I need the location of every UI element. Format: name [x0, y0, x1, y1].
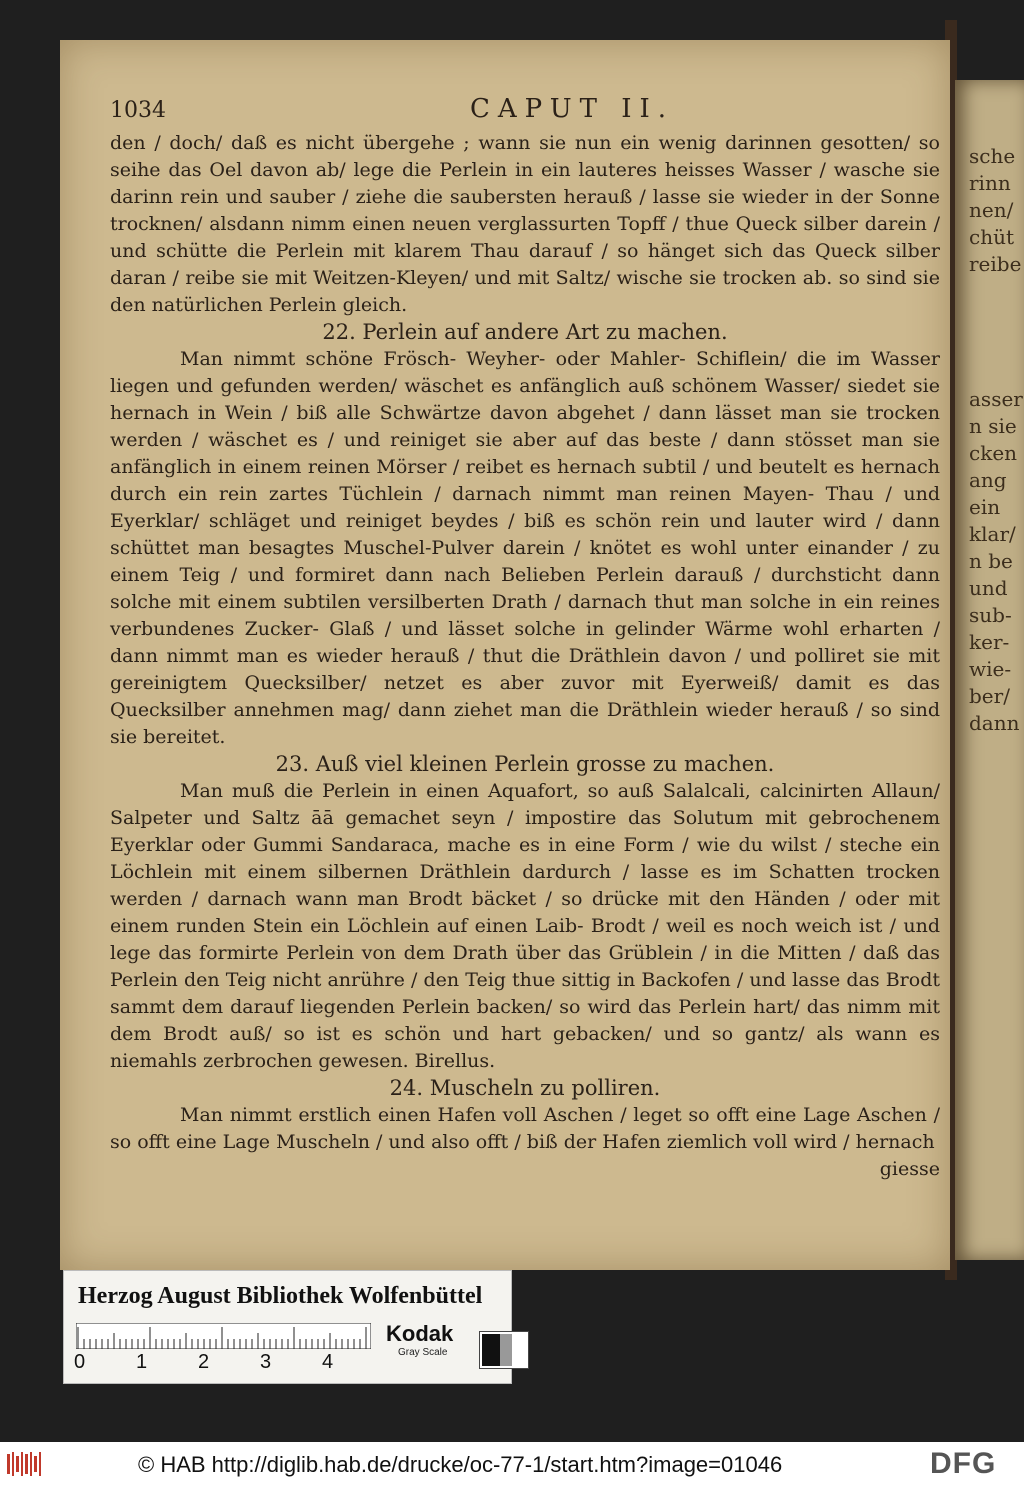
section-heading-22: 22. Perlein auf andere Art zu machen.: [322, 320, 728, 344]
kodak-logo: Kodak: [386, 1321, 454, 1346]
facing-page-fragment: und: [969, 576, 1008, 600]
facing-page-fragment: cken: [969, 441, 1018, 465]
section-heading-24: 24. Muscheln zu polliren.: [389, 1076, 661, 1100]
catchword: giesse: [879, 1158, 940, 1180]
facing-page-fragment: klar/: [969, 522, 1016, 546]
source-link[interactable]: © HAB http://diglib.hab.de/drucke/oc-77-1/start.htm?image=01046: [138, 1452, 783, 1477]
paragraph-22: Man nimmt schöne Frösch- Weyher- oder Mahler- Schiflein/ die im Wasser liegen und gefunden werden/ wäschet es anfänglich auß schönem Wasser/ siedet sie hernach in Wein / biß alle Schwärtze davon abgehet / dann lässet man sie trocken werden / wäschet es / und reiniget sie aber auf das beste / dann stösset man sie anfänglich in einem reinen Mörser / reibet es hernach subtil / und beutelt es hernach durch ein rein zartes Tüchlein / darnach nimmt man reinen Mayen- Thau / und Eyerklar/ schläget und reiniget beydes / biß es schön rein und lauter wird / dann schüttet man besagtes Muschel-Pulver darein / knötet es wohl unter einander / zu einem Teig / und formiret dann nach Belieben Perlein darauß / durchsticht dann solche mit einem subtilen versilberten Drath / darnach thut man solche in ein reines verbundenes Zucker- Glaß / und lässet solche in gelinder Wärme wohl erharten / dann nimmt man es wieder herauß / thut die Dräthlein davon / und polliret sie mit gereinigtem Quecksilber/ netzet es aber zuvor mit Eyerweiß/ damit es das Quecksilber annehmen mag/ dann ziehet man die Dräthlein wieder herauß / so sind sie bereitet.: [110, 348, 940, 748]
facing-page-fragment: sche: [969, 144, 1016, 168]
paragraph-23: Man muß die Perlein in einen Aquafort, so auß Salalcali, calcinirten Allaun/ Salpeter und Saltz āā gemachet seyn / impostire das Solutum mit gebrochenem Eyerklar oder Gummi Sandaraca, mache es in eine Form / wie du wilst / steche ein Löchlein mit einem silbernen Dräthlein dardurch / lasse es im Schatten trocken werden / darnach wann man Brodt bäcket / so drücke mit den Händen / oder mit einem runden Stein ein Löchlein auf einen Laib- Brodt / weil es noch weich ist / und lege das formirte Perlein von dem Drath über das Grüblein / in die Mitten / daß das Perlein den Teig nicht anrühre / den Teig thue sittig in Backofen / und lasse das Brodt sammt dem darauf liegenden Perlein backen/ so wird das Perlein hart/ das nimm mit dem Brodt auß/ so ist es schön und hart gebacken/ und so gantz/ als wann es niemahls zerbrochen gewesen. Birellus.: [110, 780, 940, 1072]
facing-page-fragment: ein: [969, 495, 1001, 519]
gray-scale-swatch: [479, 1331, 529, 1369]
facing-page-fragment: n be: [969, 549, 1013, 573]
hab-barcode-logo-icon: [6, 1450, 46, 1478]
ruler-label: 0: [74, 1351, 86, 1373]
facing-page-fragment: dann: [969, 711, 1020, 735]
color-chart-card: [63, 1270, 512, 1384]
ruler-label: 2: [198, 1351, 210, 1373]
paragraph-24: Man nimmt erstlich einen Hafen voll Aschen / leget so offt eine Lage Aschen / so offt eine Lage Muscheln / und also offt / biß der Hafen ziemlich voll wird / hernach: [110, 1104, 940, 1153]
facing-page-fragment: rinn: [969, 171, 1011, 195]
ruler-label: 1: [136, 1351, 148, 1373]
ruler-label: 4: [322, 1351, 334, 1373]
facing-page-fragment: wie-: [969, 657, 1012, 681]
paragraph-continuation: den / doch/ daß es nicht übergehe ; wann sie nun ein wenig darinnen gesotten/ so seihe das Oel davon ab/ lege die Perlein in ein lauteres heisses Wasser / wasche sie darinn rein und sauber / ziehe die saubersten herauß / lasse sie wieder in der Sonne trocknen/ alsdann nimm einen neuen verglassurten Topff / thue Queck silber darein / und schütte die Perlein mit klarem Thau darauf / so hänget sich das Queck silber daran / reibe sie mit Weitzen-Kleyen/ und mit Saltz/ wische sie trocken ab. so sind sie den natürlichen Perlein gleich.: [110, 132, 940, 316]
ruler-label: 3: [260, 1351, 272, 1373]
facing-page-fragment: asser: [969, 387, 1023, 411]
facing-page-fragment: reibe: [969, 252, 1022, 276]
institution-name: Herzog August Bibliothek Wolfenbüttel: [78, 1283, 483, 1309]
facing-page-edge: [955, 80, 1024, 1260]
facing-page-fragment: ber/: [969, 684, 1010, 708]
black-patch: [482, 1334, 500, 1366]
page-number: 1034: [110, 98, 166, 123]
page-header: [110, 92, 930, 132]
facing-page-fragment: ker-: [969, 630, 1010, 654]
facing-page-fragment: chüt: [969, 225, 1014, 249]
gray-scale-label: Gray Scale: [398, 1347, 448, 1358]
ruler-scale-icon: [76, 1323, 371, 1349]
facing-page-fragment: sub-: [969, 603, 1012, 627]
gray-patch: [500, 1334, 512, 1366]
section-heading-23: 23. Auß viel kleinen Perlein grosse zu machen.: [275, 752, 775, 776]
running-title: CAPUT II.: [470, 94, 675, 124]
facing-page-fragment: nen/: [969, 198, 1014, 222]
viewer-footer: [0, 1442, 1024, 1486]
facing-page-fragment: ang: [969, 468, 1007, 492]
dfg-logo: DFG: [930, 1447, 997, 1480]
ruler-labels: [76, 1351, 386, 1375]
facing-page-fragment: n sie: [969, 414, 1017, 438]
page-text: [110, 130, 940, 1183]
